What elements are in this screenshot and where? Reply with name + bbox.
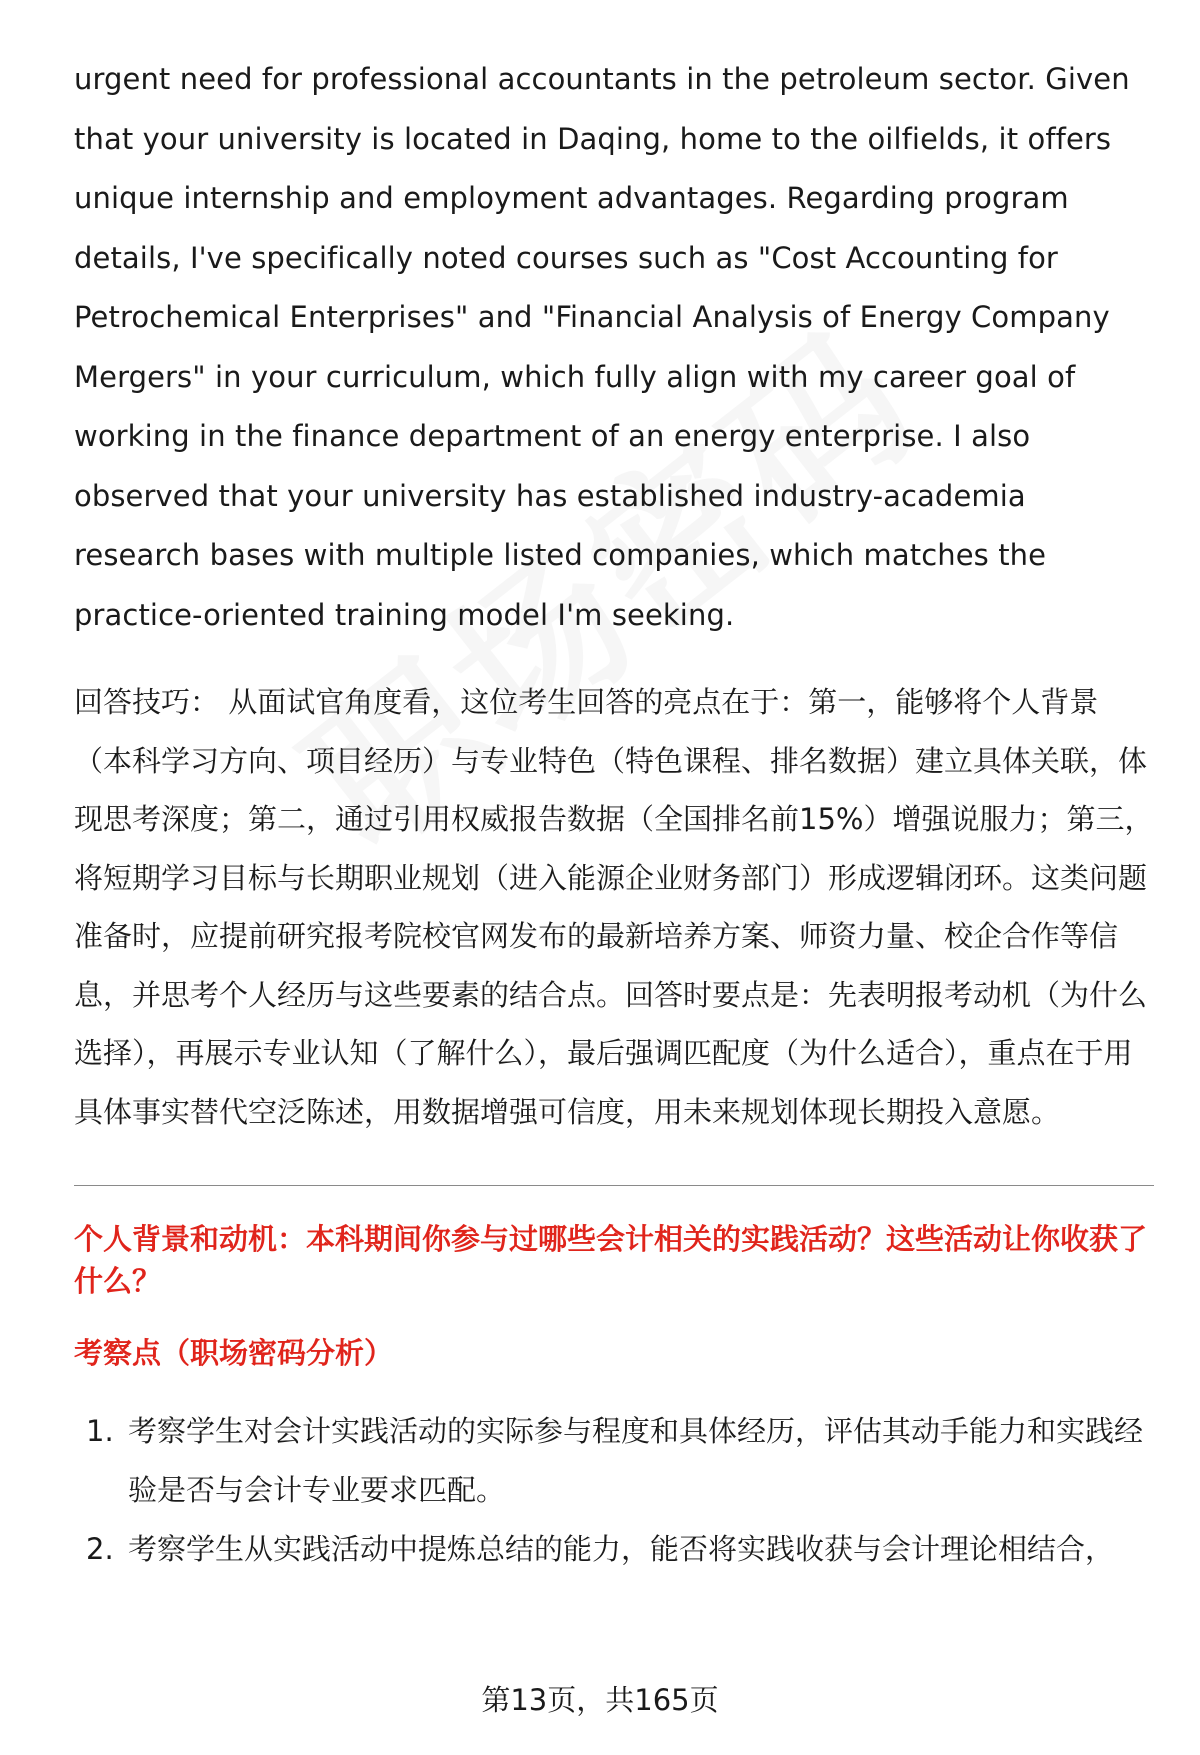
intro-paragraph: urgent need for professional accountants in the petroleum sector. Given that your university is located in Daqing, home to the oilfields, it offers unique internship and employment advantages. Regarding program details, I've specifically noted courses such as "Cost Accounting for Petrochemical Enterprises" and "Financial Analysis of Energy Company Mergers" in your curriculum, which fully align with my career goal of working in the finance department of an energy enterprise. I also observed that your university has established industry-academia research bases with multiple listed companies, which matches the practice-oriented training model I'm seeking. <box>74 62 1130 632</box>
list-item <box>74 1520 1154 1579</box>
page-number-footer: 第13页，共165页 <box>481 1683 719 1717</box>
list-item-text: 考察学生从实践活动中提炼总结的能力，能否将实践收获与会计理论相结合， <box>128 1532 1115 1566</box>
list-item <box>74 1402 1154 1520</box>
assessment-points-list <box>74 1402 1154 1579</box>
question-heading: 个人背景和动机：本科期间你参与过哪些会计相关的实践活动？这些活动让你收获了什么？ <box>74 1222 1148 1298</box>
answer-tips-paragraph: 回答技巧： 从面试官角度看，这位考生回答的亮点在于：第一，能够将个人背景（本科学习方向、项目经历）与专业特色（特色课程、排名数据）建立具体关联，体现思考深度；第二，通过引用权威报告数据（全国排名前15%）增强说服力；第三，将短期学习目标与长期职业规划（进入能源企业财务部门）形成逻辑闭环。这类问题准备时，应提前研究报考院校官网发布的最新培养方案、师资力量、校企合作等信息，并思考个人经历与这些要素的结合点。回答时要点是：先表明报考动机（为什么选择），再展示专业认知（了解什么），最后强调匹配度（为什么适合），重点在于用具体事实替代空泛陈述，用数据增强可信度，用未来规划体现长期投入意愿。 <box>74 685 1154 1129</box>
document-page <box>74 50 1154 1579</box>
assessment-subheading: 考察点（职场密码分析） <box>74 1336 394 1370</box>
section-divider <box>74 1185 1154 1186</box>
list-item-number: 1. <box>86 1414 114 1448</box>
list-item-text: 考察学生对会计实践活动的实际参与程度和具体经历，评估其动手能力和实践经验是否与会计专业要求匹配。 <box>128 1414 1144 1507</box>
list-item-number: 2. <box>86 1532 114 1566</box>
